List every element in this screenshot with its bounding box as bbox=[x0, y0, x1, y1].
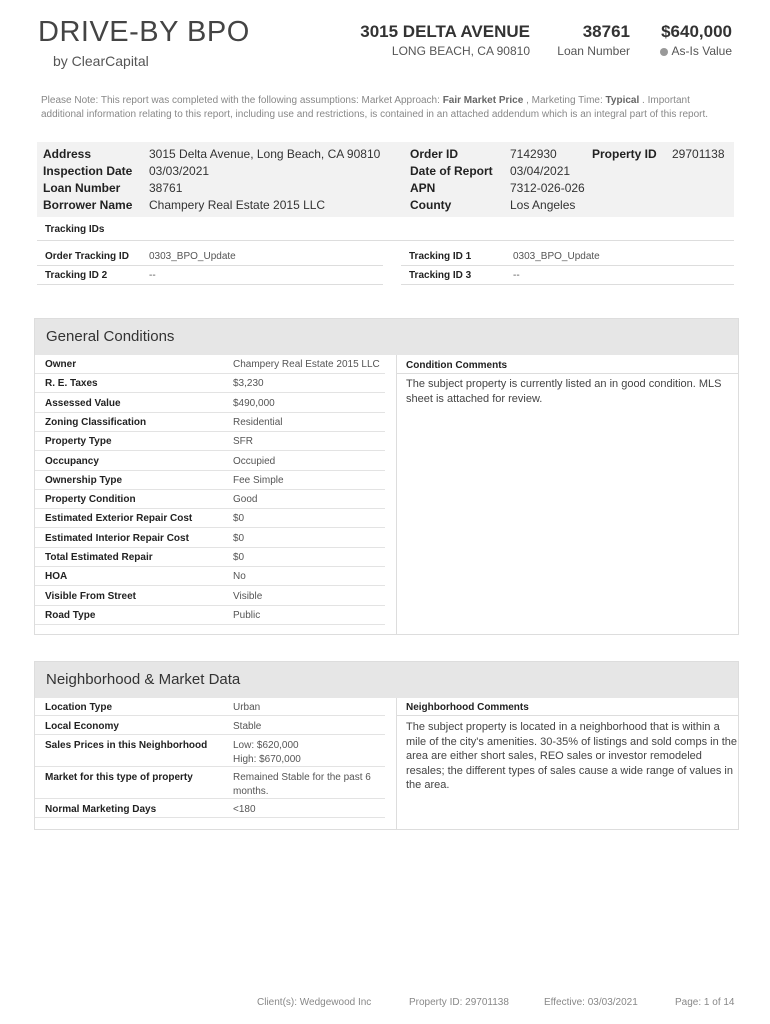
header-address-block bbox=[360, 22, 530, 58]
row-value-line: Residential bbox=[233, 416, 283, 428]
row-label: Estimated Exterior Repair Cost bbox=[45, 513, 193, 525]
property-id-label: Property ID bbox=[592, 147, 657, 161]
address-label: Address bbox=[43, 147, 92, 161]
county-label: County bbox=[410, 198, 452, 212]
row-value-line: Champery Real Estate 2015 LLC bbox=[233, 359, 380, 370]
tracking-title: Tracking IDs bbox=[45, 224, 105, 235]
divider bbox=[37, 240, 734, 241]
county-value: Los Angeles bbox=[510, 198, 576, 212]
tracking-id-3-label: Tracking ID 3 bbox=[409, 270, 472, 281]
report-date-value: 03/04/2021 bbox=[510, 164, 571, 178]
row-label: Visible From Street bbox=[45, 590, 136, 602]
inspection-date-label: Inspection Date bbox=[43, 164, 133, 178]
header-value-block bbox=[660, 22, 732, 58]
row-value-line: No bbox=[233, 571, 246, 583]
row-value-line: SFR bbox=[233, 436, 253, 448]
divider bbox=[397, 715, 739, 716]
apn-value: 7312-026-026 bbox=[510, 181, 585, 195]
row-divider bbox=[35, 566, 385, 567]
tracking-id-2-label: Tracking ID 2 bbox=[45, 270, 108, 281]
row-label: HOA bbox=[45, 571, 68, 583]
row-label: Owner bbox=[45, 359, 77, 370]
row-label: Market for this type of property bbox=[45, 772, 193, 783]
row-divider bbox=[35, 392, 385, 393]
tracking-id-2-value: -- bbox=[149, 270, 156, 281]
inspection-date-value: 03/03/2021 bbox=[149, 164, 210, 178]
row-value-line: months. bbox=[233, 786, 269, 797]
column-divider bbox=[396, 355, 397, 635]
section-title: Neighborhood & Market Data bbox=[35, 662, 738, 698]
note-prefix: Please Note: This report was completed with the following assumptions: Market Approach: bbox=[41, 95, 443, 106]
row-value-line: Remained Stable for the past 6 bbox=[233, 772, 371, 783]
row-divider bbox=[35, 489, 385, 490]
header-loan-number: 38761 bbox=[582, 22, 630, 41]
row-label: R. E. Taxes bbox=[45, 378, 98, 390]
neighborhood-comments-text: The subject property is located in a neighborhood that is within a mile of the city's amenities. 30-35% of listings and sold comps in the area are either short sales, REO sales or investor remodeled resales; the different types of sales cause a wide range of values in the area. bbox=[406, 721, 738, 791]
column-divider bbox=[396, 698, 397, 830]
row-value-line: $490,000 bbox=[233, 397, 275, 409]
apn-label: APN bbox=[410, 181, 436, 195]
row-value bbox=[233, 590, 262, 604]
row-value bbox=[233, 803, 256, 817]
tracking-id-3-value: -- bbox=[513, 270, 520, 281]
row-value bbox=[233, 377, 264, 391]
note-marketing-time: Typical bbox=[605, 95, 640, 106]
row-value bbox=[233, 609, 260, 623]
row-divider bbox=[35, 373, 385, 374]
header-city: LONG BEACH, CA 90810 bbox=[391, 44, 530, 58]
row-label: Location Type bbox=[45, 702, 113, 713]
report-title: DRIVE-BY BPO bbox=[38, 16, 250, 48]
row-value bbox=[233, 720, 261, 734]
row-label: Total Estimated Repair bbox=[45, 552, 153, 563]
row-value-line: $0 bbox=[233, 552, 245, 563]
row-value bbox=[233, 455, 275, 469]
row-divider bbox=[35, 734, 385, 735]
note-market-approach: Fair Market Price bbox=[442, 95, 524, 106]
row-value bbox=[233, 493, 257, 507]
header-loan-block bbox=[557, 22, 630, 58]
neighborhood-section bbox=[34, 661, 739, 830]
divider bbox=[401, 265, 734, 266]
row-label: Property Condition bbox=[45, 494, 136, 506]
general-conditions-section bbox=[34, 318, 739, 635]
borrower-name-label: Borrower Name bbox=[43, 198, 133, 212]
row-value bbox=[233, 739, 301, 767]
row-label: Zoning Classification bbox=[45, 416, 147, 428]
footer-clients: Client(s): Wedgewood Inc bbox=[257, 997, 372, 1008]
row-value-line: Public bbox=[233, 609, 261, 621]
divider bbox=[37, 284, 383, 285]
row-label: Road Type bbox=[45, 609, 96, 621]
summary-box bbox=[37, 142, 734, 217]
tracking-id-1-value: 0303_BPO_Update bbox=[513, 251, 600, 262]
footer-property-id: Property ID: 29701138 bbox=[409, 997, 509, 1008]
row-label: Ownership Type bbox=[45, 474, 123, 486]
order-id-value: 7142930 bbox=[510, 147, 557, 161]
row-divider bbox=[35, 817, 385, 818]
note-middle: , Marketing Time: bbox=[523, 95, 606, 106]
header-value: $640,000 bbox=[661, 22, 732, 41]
tracking-id-1-label: Tracking ID 1 bbox=[409, 251, 472, 262]
row-value bbox=[233, 358, 380, 372]
row-divider bbox=[35, 547, 385, 548]
row-label: Estimated Interior Repair Cost bbox=[45, 532, 189, 544]
row-value-line: $3,230 bbox=[233, 378, 264, 390]
row-value bbox=[233, 771, 371, 799]
condition-comments-text: The subject property is currently listed an in good condition. MLS sheet is attached for review. bbox=[406, 378, 722, 405]
order-tracking-label: Order Tracking ID bbox=[45, 251, 129, 262]
order-tracking-value: 0303_BPO_Update bbox=[149, 251, 236, 262]
status-dot-icon bbox=[660, 48, 668, 56]
row-label: Assessed Value bbox=[45, 397, 121, 409]
footer-page: Page: 1 of 14 bbox=[675, 997, 735, 1008]
row-value-line: Occupied bbox=[233, 455, 276, 467]
header-address: 3015 DELTA AVENUE bbox=[360, 22, 530, 41]
row-value-line: Urban bbox=[233, 702, 261, 713]
divider bbox=[397, 373, 739, 374]
footer-effective: Effective: 03/03/2021 bbox=[544, 997, 638, 1008]
header-loan-label: Loan Number bbox=[557, 44, 630, 58]
row-value bbox=[233, 551, 244, 565]
row-value-line: Good bbox=[233, 494, 258, 506]
row-value bbox=[233, 701, 260, 715]
row-value bbox=[233, 512, 244, 526]
row-value-line: Visible bbox=[233, 590, 263, 602]
address-value: 3015 Delta Avenue, Long Beach, CA 90810 bbox=[149, 147, 381, 161]
row-value-line: Fee Simple bbox=[233, 474, 284, 486]
borrower-name-value: Champery Real Estate 2015 LLC bbox=[149, 198, 326, 212]
row-label: Occupancy bbox=[45, 455, 99, 467]
row-label: Property Type bbox=[45, 436, 112, 448]
property-id-value: 29701138 bbox=[672, 147, 725, 161]
row-divider bbox=[35, 431, 385, 432]
row-value-line: $0 bbox=[233, 513, 245, 525]
row-value bbox=[233, 474, 284, 488]
note-suffix: . Important additional information relating to this report, including use and restrictions, is contained in an attached addendum which is an integral part of this report. bbox=[41, 95, 709, 120]
row-divider bbox=[35, 605, 385, 606]
report-date-label: Date of Report bbox=[410, 164, 493, 178]
header-value-label: As-Is Value bbox=[671, 44, 732, 58]
divider bbox=[401, 284, 734, 285]
row-value bbox=[233, 416, 282, 430]
order-id-label: Order ID bbox=[410, 147, 459, 161]
neighborhood-comments-label: Neighborhood Comments bbox=[406, 702, 529, 713]
loan-number-value: 38761 bbox=[149, 181, 183, 195]
row-label: Normal Marketing Days bbox=[45, 804, 157, 815]
row-divider bbox=[35, 766, 385, 767]
divider bbox=[37, 265, 383, 266]
brand-subtitle: by ClearCapital bbox=[53, 53, 149, 69]
row-divider bbox=[35, 450, 385, 451]
section-title: General Conditions bbox=[35, 319, 738, 355]
header-value-label-row bbox=[660, 44, 732, 58]
row-value bbox=[233, 435, 253, 449]
row-value-line: Stable bbox=[233, 721, 262, 732]
row-value-line: Low: $620,000 bbox=[233, 740, 299, 751]
row-divider bbox=[35, 715, 385, 716]
row-value-line: $0 bbox=[233, 532, 245, 544]
row-value bbox=[233, 532, 244, 546]
row-divider bbox=[35, 527, 385, 528]
condition-comments-label: Condition Comments bbox=[406, 360, 508, 371]
row-value bbox=[233, 397, 275, 411]
row-label: Local Economy bbox=[45, 721, 119, 732]
row-value-line: <180 bbox=[233, 804, 256, 815]
row-divider bbox=[35, 624, 385, 625]
row-divider bbox=[35, 508, 385, 509]
row-value bbox=[233, 570, 246, 584]
row-divider bbox=[35, 798, 385, 799]
row-divider bbox=[35, 585, 385, 586]
assumptions-note bbox=[41, 94, 733, 122]
row-value-line: High: $670,000 bbox=[233, 754, 301, 765]
row-divider bbox=[35, 470, 385, 471]
loan-number-label: Loan Number bbox=[43, 181, 121, 195]
row-divider bbox=[35, 412, 385, 413]
row-label: Sales Prices in this Neighborhood bbox=[45, 740, 208, 751]
